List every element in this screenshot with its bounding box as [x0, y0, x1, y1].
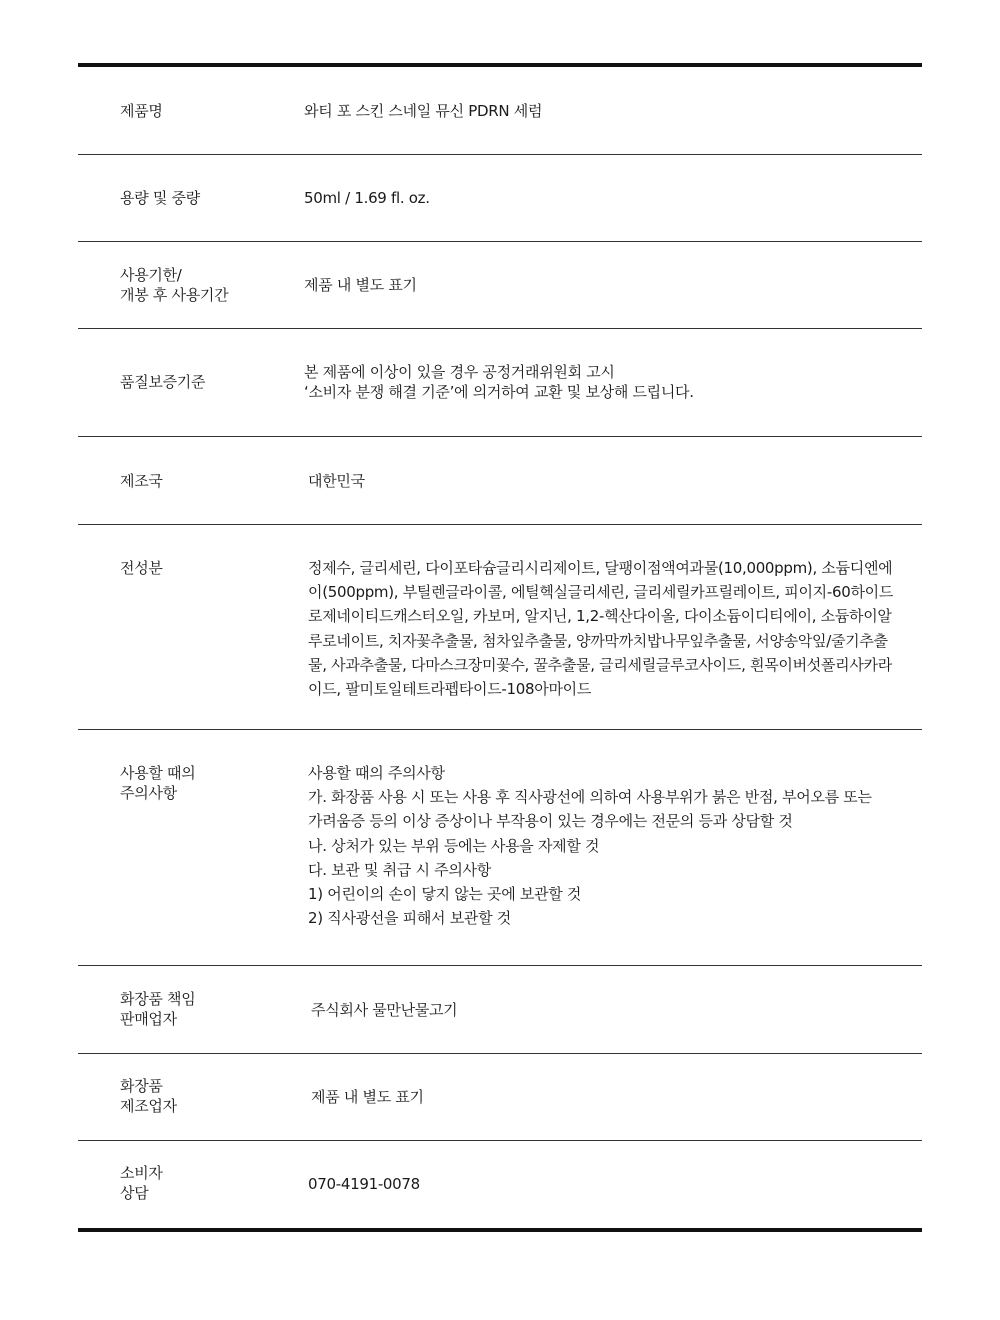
table-row-expiry — [78, 242, 922, 329]
row-value: 와티 포 스킨 스네일 뮤신 PDRN 세럼 — [304, 102, 543, 120]
table-row-manufacturer — [78, 1054, 922, 1141]
row-value: 정제수, 글리세린, 다이포타슘글리시리제이트, 달팽이점액여과물(10,000ppm), 소듐디엔에 이(500ppm), 부틸렌글라이콜, 에틸헥실글리세린, 글리세릴카프릴레이트, 피이지-60하이드 로제네이티드캐스터오일, 카보머, 알지닌, 1,2-헥산다이올, 다이소듐이디티에이, 소듐하이알 루로네이트, 치자꽃추출물, 첨차잎추출물, 양까막까치밥나무잎추출물, 서양송악잎/줄기추출 물, 사과추출물, 다마스크장미꽃수, 꿀추출물, 글리세릴글루코사이드, 흰목이버섯폴리사카라 이드, 팔미토일테트라펩타이드-108아마이드 — [308, 559, 894, 699]
row-value: 주식회사 물만난물고기 — [311, 1001, 458, 1019]
row-label: 제품명 — [120, 102, 163, 120]
row-label: 제조국 — [120, 472, 163, 490]
row-label: 사용할 때의 주의사항 — [120, 764, 196, 802]
row-label: 사용기한/ 개봉 후 사용기간 — [120, 266, 229, 304]
table-row-customer-service — [78, 1141, 922, 1228]
table-row-responsible-seller — [78, 966, 922, 1054]
row-label: 용량 및 중량 — [120, 189, 200, 207]
row-value: 070-4191-0078 — [308, 1175, 420, 1193]
row-value: 대한민국 — [308, 472, 365, 490]
row-label: 화장품 제조업자 — [120, 1077, 177, 1115]
row-value: 제품 내 별도 표기 — [304, 276, 417, 294]
table-row-product-name — [78, 67, 922, 155]
table-row-volume — [78, 155, 922, 242]
row-label: 전성분 — [120, 559, 163, 577]
row-label: 화장품 책임 판매업자 — [120, 990, 196, 1028]
table-row-quality-standard — [78, 329, 922, 437]
product-info-table — [78, 63, 922, 1232]
row-value: 제품 내 별도 표기 — [311, 1088, 424, 1106]
row-label: 품질보증기준 — [120, 373, 206, 391]
row-value: 사용할 때의 주의사항 가. 화장품 사용 시 또는 사용 후 직사광선에 의하여 사용부위가 붉은 반점, 부어오름 또는 가려움증 등의 이상 증상이나 부작용이 있는 경우에는 전문의 등과 상담할 것 나. 상처가 있는 부위 등에는 사용을 자제할 것 다. 보관 및 취급 시 주의사항 1) 어린이의 손이 닿지 않는 곳에 보관할 것 2) 직사광선을 피해서 보관할 것 — [308, 764, 872, 928]
table-row-country — [78, 437, 922, 525]
row-value: 본 제품에 이상이 있을 경우 공정거래위원회 고시 ‘소비자 분쟁 해결 기준’에 의거하여 교환 및 보상해 드립니다. — [304, 363, 694, 401]
row-label: 소비자 상담 — [120, 1164, 163, 1202]
table-row-ingredients — [78, 525, 922, 730]
row-value: 50ml / 1.69 fl. oz. — [304, 189, 430, 207]
table-row-cautions — [78, 730, 922, 966]
